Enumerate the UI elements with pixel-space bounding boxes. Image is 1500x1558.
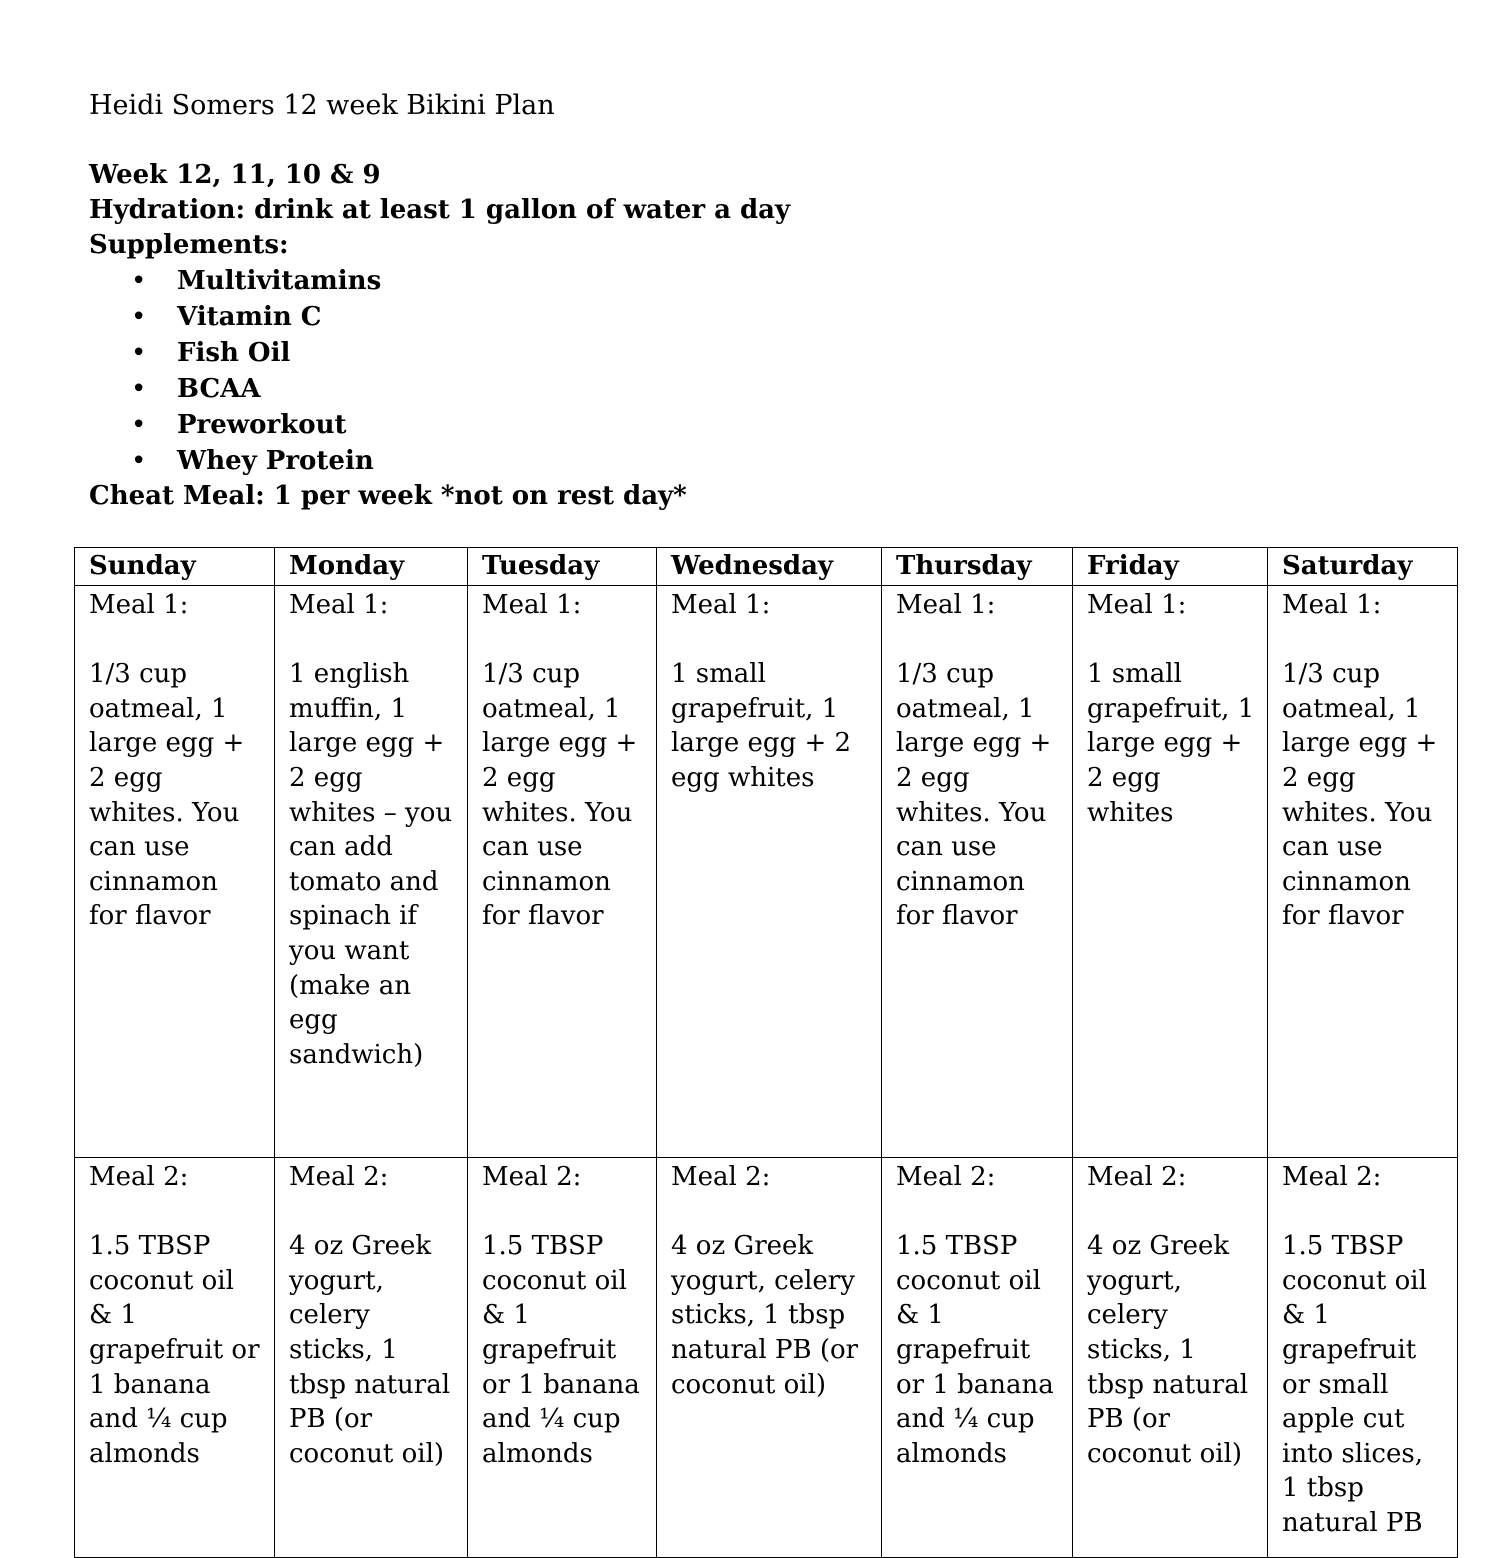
meal-label: Meal 1: xyxy=(289,590,389,620)
day-header-row xyxy=(75,548,1458,586)
meal-2-sunday-cell xyxy=(75,1158,275,1558)
supplement-name: Vitamin C xyxy=(177,302,322,332)
meal-1-sunday-cell xyxy=(75,586,275,1158)
meal-label: Meal 2: xyxy=(1282,1162,1382,1192)
list-item xyxy=(131,407,790,443)
weeks-heading: Week 12, 11, 10 & 9 xyxy=(89,160,381,190)
meal-1-monday-cell xyxy=(275,586,468,1158)
meal-2-row xyxy=(75,1158,1458,1558)
meal-label: Meal 2: xyxy=(1087,1162,1187,1192)
meal-label: Meal 1: xyxy=(671,590,771,620)
bullet-icon: • xyxy=(131,302,147,332)
meal-1-thursday-cell xyxy=(882,586,1073,1158)
bullet-icon: • xyxy=(131,266,147,296)
meal-label: Meal 2: xyxy=(289,1162,389,1192)
meal-label: Meal 2: xyxy=(89,1162,189,1192)
meal-2-friday-cell xyxy=(1073,1158,1268,1558)
meal-description: 1 small grapefruit, 1 large egg + 2 egg whites xyxy=(671,659,852,793)
list-item xyxy=(131,299,790,335)
day-header-tuesday: Tuesday xyxy=(468,548,657,586)
meal-2-wednesday-cell xyxy=(657,1158,882,1558)
meal-description: 1.5 TBSP coconut oil & 1 grapefruit or 1 banana and ¼ cup almonds xyxy=(896,1231,1054,1469)
meal-2-tuesday-cell xyxy=(468,1158,657,1558)
meal-description: 1.5 TBSP coconut oil & 1 grapefruit or 1 banana and ¼ cup almonds xyxy=(482,1231,640,1469)
supplement-name: Fish Oil xyxy=(177,338,291,368)
bullet-icon: • xyxy=(131,338,147,368)
supplements-list xyxy=(89,263,790,479)
list-item xyxy=(131,443,790,479)
meal-description: 1/3 cup oatmeal, 1 large egg + 2 egg whites. You can use cinnamon for flavor xyxy=(482,659,638,932)
hydration-note: Hydration: drink at least 1 gallon of water a day xyxy=(89,195,791,225)
meal-1-friday-cell xyxy=(1073,586,1268,1158)
list-item xyxy=(131,371,790,407)
supplement-name: BCAA xyxy=(177,374,261,404)
list-item xyxy=(131,335,790,371)
meal-description: 1/3 cup oatmeal, 1 large egg + 2 egg whites. You can use cinnamon for flavor xyxy=(896,659,1052,932)
meal-label: Meal 2: xyxy=(896,1162,996,1192)
meal-label: Meal 1: xyxy=(1282,590,1382,620)
meal-1-wednesday-cell xyxy=(657,586,882,1158)
document-title: Heidi Somers 12 week Bikini Plan xyxy=(89,90,555,121)
day-header-friday: Friday xyxy=(1073,548,1268,586)
day-header-monday: Monday xyxy=(275,548,468,586)
meal-description: 4 oz Greek yogurt, celery sticks, 1 tbsp natural PB (or coconut oil) xyxy=(1087,1231,1249,1469)
meal-description: 1 english muffin, 1 large egg + 2 egg whites – you can add tomato and spinach if you want (make an egg sandwich) xyxy=(289,659,453,1070)
day-header-sunday: Sunday xyxy=(75,548,275,586)
supplement-name: Whey Protein xyxy=(177,446,374,476)
meal-2-monday-cell xyxy=(275,1158,468,1558)
meal-description: 4 oz Greek yogurt, celery sticks, 1 tbsp natural PB (or coconut oil) xyxy=(671,1231,859,1400)
bullet-icon: • xyxy=(131,446,147,476)
meal-label: Meal 1: xyxy=(896,590,996,620)
meal-label: Meal 1: xyxy=(482,590,582,620)
meal-2-saturday-cell xyxy=(1268,1158,1458,1558)
meal-description: 1/3 cup oatmeal, 1 large egg + 2 egg whites. You can use cinnamon for flavor xyxy=(1282,659,1438,932)
meal-description: 1/3 cup oatmeal, 1 large egg + 2 egg whites. You can use cinnamon for flavor xyxy=(89,659,245,932)
meal-1-saturday-cell xyxy=(1268,586,1458,1158)
supplement-name: Multivitamins xyxy=(177,266,382,296)
bullet-icon: • xyxy=(131,374,147,404)
day-header-thursday: Thursday xyxy=(882,548,1073,586)
meal-label: Meal 2: xyxy=(482,1162,582,1192)
meal-label: Meal 2: xyxy=(671,1162,771,1192)
meal-1-row xyxy=(75,586,1458,1158)
bullet-icon: • xyxy=(131,410,147,440)
day-header-wednesday: Wednesday xyxy=(657,548,882,586)
meal-description: 4 oz Greek yogurt, celery sticks, 1 tbsp natural PB (or coconut oil) xyxy=(289,1231,451,1469)
supplements-heading: Supplements: xyxy=(89,230,289,260)
supplement-name: Preworkout xyxy=(177,410,347,440)
meal-label: Meal 1: xyxy=(1087,590,1187,620)
meal-2-thursday-cell xyxy=(882,1158,1073,1558)
meal-description: 1.5 TBSP coconut oil & 1 grapefruit or small apple cut into slices, 1 tbsp natural PB xyxy=(1282,1231,1427,1538)
meal-1-tuesday-cell xyxy=(468,586,657,1158)
meal-description: 1 small grapefruit, 1 large egg + 2 egg whites xyxy=(1087,659,1255,828)
meal-description: 1.5 TBSP coconut oil & 1 grapefruit or 1 banana and ¼ cup almonds xyxy=(89,1231,260,1469)
meal-label: Meal 1: xyxy=(89,590,189,620)
list-item xyxy=(131,263,790,299)
day-header-saturday: Saturday xyxy=(1268,548,1458,586)
cheat-meal-note: Cheat Meal: 1 per week *not on rest day* xyxy=(89,481,687,511)
meal-plan-table xyxy=(74,547,1458,1558)
plan-info xyxy=(89,158,790,514)
